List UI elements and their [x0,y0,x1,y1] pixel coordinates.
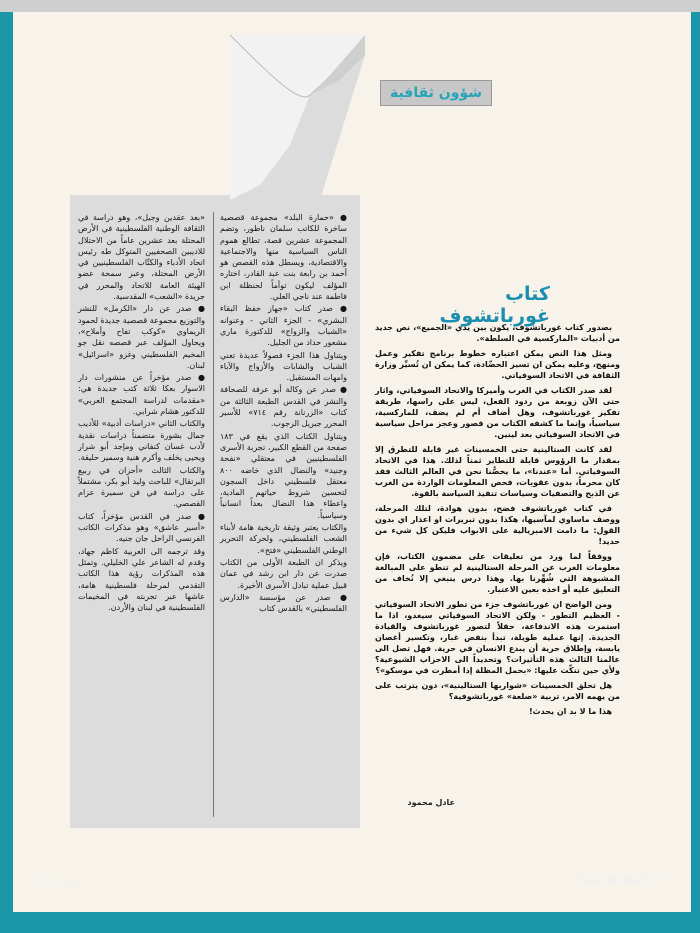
article-paragraph: بصدور كتاب غورباتشوف، يكون بين يدي «الجميع»، نص جديد من أدبيات «الماركسية في السلطة». [375,323,620,343]
book-brief: ويتناول الكتاب الذي يقع في ١٨٣ صفحة من القطع الكبير، تجربة الأسرى الفلسطينيين في معتقلي «نفحة وجنيد» والنضال الذي خاضه ٨٠٠ معتقل فلسطيني داخل السجون لتحسين شروط حياتهم المادية، واعطاء هذا النضال بعداً انسانياً وسياسياً. [220,431,347,520]
books-column-left [78,212,205,614]
column-divider [213,212,214,817]
article-title: كتاب غورباتشوف [439,283,550,327]
book-brief: ● صدر كتاب «جهاز حفظ البقاء البشري» - الجزء الثاني - وعنوانه «الشباب والزواج» للدكتورة ماري مشعور حداد من الجليل. [220,304,347,348]
folio-latin: Sawt Al-Bilad 45 [578,876,662,886]
book-brief: وقد ترجمه الى العربية كاظم جهاد، وقدم له الشاعر علي الخليلي. وتمثل هذه المذكرات رؤية هذا الكاتب التقدمي لمرحلة فلسطينية هامة، عاشها عبر تجربته في المخيمات الفلسطينية في لبنان والأردن. [78,546,205,613]
book-brief: ● صدر في القدس مؤخراً، كتاب «أسير عاشق» وهو مذكرات الكاتب الفرنسي الراحل جان جنيه. [78,511,205,544]
article-paragraph: لقد كانت الستالينية حتى الخمسينات غير قابلة للتطرق إلا بمقدار ما الرؤوس قابلة للتطاير ثمناً لذلك. هذا في الاتحاد السوفياتي. أما «عندنا»، ما يخصُّنا نحن في العالم الثالث فقد كان محرماً، بدون عقوبات، فحص المعلومات الواردة من الغرب عن الذبح والتصفيات وسياسات تنفيذ السياسة بالقوة. [375,445,620,498]
book-brief: «بعد عقدين وجيل»، وهو دراسة في الثقافة الوطنية الفلسطينية في الأرض المحتلة بعد عشرين عاماً من الاحتلال للاديبين الصحفيين المتوكل طه رئيس اتحاد الأدباء والكتّاب الفلسطينيين في الأرض المحتلة، وعبر سمحة عضو الهيئة العامة للاتحاد والمحرر في جريدة «الشعب» المقدسية. [78,213,205,302]
article-paragraph: ووفقاً لما ورد من تعليقات على مضمون الكتاب، فإن معلومات الغرب عن المرحلة الستالينية لم تنطو على المبالغة المشبوهة التي شُهِّرنا بها. وهذا درس ينبغي إلا نُخاف من التعليق عليه أو اخذه بعين الاعتبار. [375,552,620,594]
book-brief: ● «حمارة البلد» مجموعة قصصية ساخرة للكاتب سلمان ناطور، وتضم المجموعة عشرين قصة، تطالع هموم الناس السياسية منها والاجتماعية والاقتصادية، ويسطل هذه القصص هو أحمد بن رابعة بنت عبد القادر، اختاره المؤلف ليكون توأماً لحنظلة ابن فاطمة عند ناجي العلي. [220,213,347,302]
book-brief: والكتاب يعتبر وثيقة تاريخية هامة لأبناء الشعب الفلسطيني، ولحركة التحرير الوطني الفلسطيني «فتح». [220,523,347,555]
section-label [380,80,492,106]
book-brief: ● صدر مؤخراً عن منشورات دار الاسوار بعكا ثلاثة كتب جديدة هي: «مقدمات لدراسة المجتمع العربي» للدكتور هشام شرابي. [78,373,205,417]
page-curl-graphic [230,35,365,200]
book-brief: ● صدر عن مؤسسة «الدارس الفلسطيني» بالقدس كتاب [220,592,347,614]
book-brief: والكتاب الثاني «دراسات أدبية» للأديب جمال بشورة متضمناً دراسات نقدية لأدب غسان كنفاني ومإجد أبو شرار ويحيى يخلف وأكرم هنية وسمير حليقة. [78,419,205,463]
article-paragraph: هل تحلق الخمسينات «شواربها الستالينية»، دون يترتب على من يهمه الامر، تربية «صلعة» غورباتشوفية؟ [375,681,620,701]
folio-arabic: صوت البلاد ٤٥ [27,876,81,886]
book-brief: والكتاب الثالث «أحزان في ربيع البرتقال» للباحث وليد أبو بكر، مشتملاً على دراسة في فن سميرة عزام القصصي. [78,465,205,509]
article-author: عادل محمود [407,798,455,807]
article-paragraph: لقد صدر الكتاب في الغرب وأميركا والاتحاد السوفياتي، واثار حتى الآن زوبعة من ردود الفعل، ليس على راسها، طريقة تفكير غورباتشوف، وهل أضاف أم لم يضف، للماركسية، سياسياً، وإنما ما كشفه الكتاب من قصور وعجز مراحل سياسية في الاتحاد السوفياتي بعد لينين. [375,386,620,439]
section-label-text: شؤون ثقافية [389,85,483,101]
article-paragraph: ومن الواضح ان غورباتشوف جزء من تطور الاتحاد السوفياتي - العظيم التطور - ولكن الاتحاد السوفياتي سيغدو، اذا ما استمرت هذه الاندفاعة، حقلاً لتصور غورباتشوف والقيادة الجديدة. إنها عملية طويلة، تبدأ بنفض غبار، وتكسير أغصان يابسة، وإطلاق حرية أن يبدع الانسان في حرية. فهل تصل الى عالمنا الثالث هذه التأثيرات؟ وتحديداً الى الاحزاب الشيوعية؟ ولأي حين تنكّت عليها: «بحمل المظلة إذا أمطرت في موسكو»؟ [375,600,620,675]
article-paragraph: في كتاب غورباتشوف فضح، بدون هوادة، لتلك المرحلة، ووصف ماساوي لمآسيها، هكذا بدون تبريرات او اعذار اي بدون القول: ما دامت الامبريالية على الابواب فليكن كل شيء من حديد! [375,504,620,546]
article-paragraph: ومثل هذا النص يمكن اعتباره خطوط برنامج تفكير وعمل ومنهج، وعليه يمكن ان تسير الحضّادة، كما يمكن ان تُسيِّر وزارة الثقافة في الاتحاد السوفياتي. [375,349,620,380]
book-brief: ● صدر عن دار «الكرمل» للنشر والتوزيع مجموعة قصصية جديدة لحمود الريماوي «كوكب تفاح وأملاح»، ويحاول المؤلف عبر قصصه نقل جو المخيم الفلسطيني وغزو «اسرائيل» لبنان. [78,304,205,370]
book-brief: ويتناول هذا الجزء فصولاً عديدة تعني الشباب والشابات والأزواج والآباء وامهات المستقبل. [220,350,347,383]
books-column-right [220,212,347,615]
main-article [375,322,620,721]
article-paragraph: هذا ما لا بد ان يحدث! [528,707,612,716]
book-brief: ● صدر عن وكالة أبو عرفة للصحافة والنشر في القدس الطبعة الثالثة من كتاب «الزرنانة رقم ٧١٤» للأسير المحرر جبريل الرجوب. [220,385,347,429]
book-brief: ويذكر ان الطبعة الأولى من الكتاب صدرت عن دار ابن رشد في عمان قبيل عملية تبادل الأسرى الأخيرة. [220,557,347,590]
page-top-frame [0,0,700,12]
